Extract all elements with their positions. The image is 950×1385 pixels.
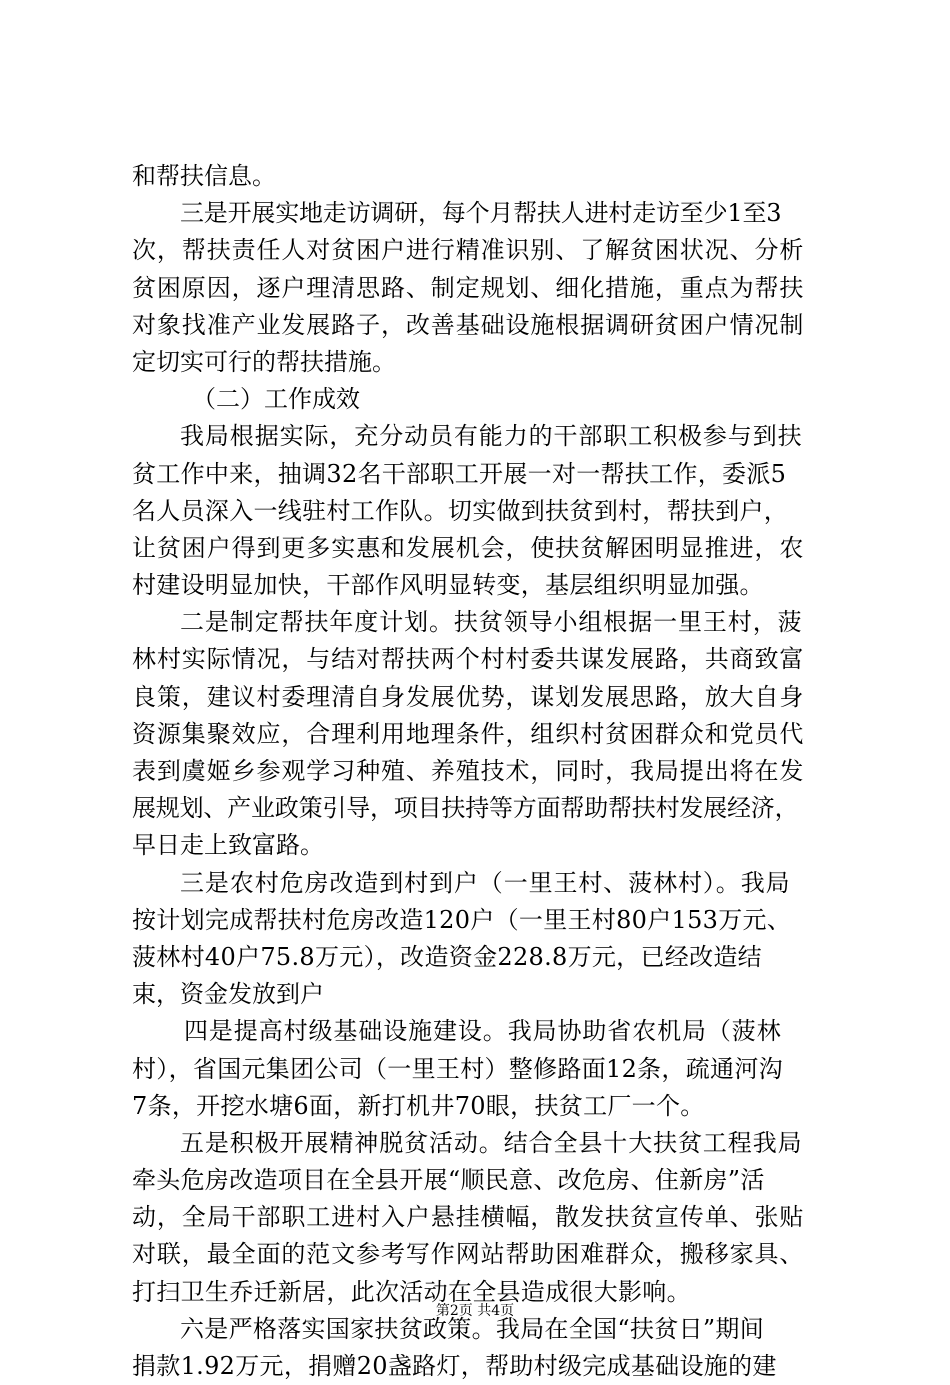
text-line: 牵头危房改造项目在全县开展“顺民意、改危房、住新房”活: [132, 1166, 765, 1195]
text-line: 对联，最全面的范文参考写作网站帮助困难群众，搬移家具、: [132, 1240, 805, 1269]
text-line: 菠林村40户75.8万元），改造资金228.8万元，已经改造结: [132, 942, 762, 971]
text-line: 我局根据实际，充分动员有能力的干部职工积极参与到扶: [180, 422, 803, 451]
section-heading: （二）工作成效: [192, 385, 360, 414]
text-line: 三是开展实地走访调研，每个月帮扶人进村走访至少1至3: [180, 199, 782, 228]
text-line: 林村实际情况，与结对帮扶两个村村委共谋发展路，共商致富: [132, 645, 805, 674]
text-line: 对象找准产业发展路子，改善基础设施根据调研贫困户情况制: [132, 310, 805, 339]
text-line: 村建设明显加快，干部作风明显转变，基层组织明显加强。: [132, 571, 764, 600]
text-line: 和帮扶信息。: [132, 162, 276, 190]
text-line: 让贫困户得到更多实惠和发展机会，使扶贫解困明显推进，农: [132, 533, 805, 562]
text-line: 打扫卫生乔迁新居，此次活动在全县造成很大影响。: [132, 1277, 691, 1306]
text-line: 捐款1.92万元，捐赠20盏路灯，帮助村级完成基础设施的建: [132, 1352, 777, 1380]
document-body: [132, 158, 832, 1385]
text-line: 贫困原因，逐户理清思路、制定规划、细化措施，重点为帮扶: [132, 273, 805, 302]
text-line: 次，帮扶责任人对贫困户进行精准识别、了解贫困状况、分析: [132, 236, 805, 265]
text-line: 贫工作中来，抽调32名干部职工开展一对一帮扶工作，委派5: [132, 459, 787, 488]
text-line: 展规划、产业政策引导，项目扶持等方面帮助帮扶村发展经济，: [132, 794, 799, 823]
text-line: 按计划完成帮扶村危房改造120户（一里王村80户153万元、: [132, 905, 792, 934]
text-line: 四是提高村级基础设施建设。我局协助省农机局（菠林: [184, 1017, 782, 1046]
text-line: 五是积极开展精神脱贫活动。结合全县十大扶贫工程我局: [180, 1128, 803, 1157]
text-line: 7条，开挖水塘6面，新打机井70眼，扶贫工厂一个。: [132, 1091, 705, 1120]
text-line: 资源集聚效应，合理利用地理条件，组织村贫困群众和党员代: [132, 719, 805, 748]
text-line: 定切实可行的帮扶措施。: [132, 347, 396, 376]
text-line: 动，全局干部职工进村入户悬挂横幅，散发扶贫宣传单、张贴: [132, 1203, 805, 1232]
text-line: 名人员深入一线驻村工作队。切实做到扶贫到村，帮扶到户，: [132, 496, 789, 525]
text-line: 良策，建议村委理清自身发展优势，谋划发展思路，放大自身: [132, 682, 805, 711]
text-line: 早日走上致富路。: [132, 831, 324, 860]
page-number-label: 第2页 共4页: [435, 1303, 515, 1319]
page-footer: [0, 1302, 950, 1320]
text-line: 二是制定帮扶年度计划。扶贫领导小组根据一里王村，菠: [180, 608, 803, 637]
text-line: 三是农村危房改造到村到户（一里王村、菠林村）。我局: [180, 868, 791, 897]
text-line: 村），省国元集团公司（一里王村）整修路面12条，疏通河沟: [132, 1054, 783, 1083]
text-line: 束，资金发放到户: [132, 980, 324, 1009]
text-line: 表到虞姬乡参观学习种殖、养殖技术，同时，我局提出将在发: [132, 757, 805, 785]
text-line: 六是严格落实国家扶贫政策。我局在全国“扶贫日”期间: [180, 1314, 765, 1343]
